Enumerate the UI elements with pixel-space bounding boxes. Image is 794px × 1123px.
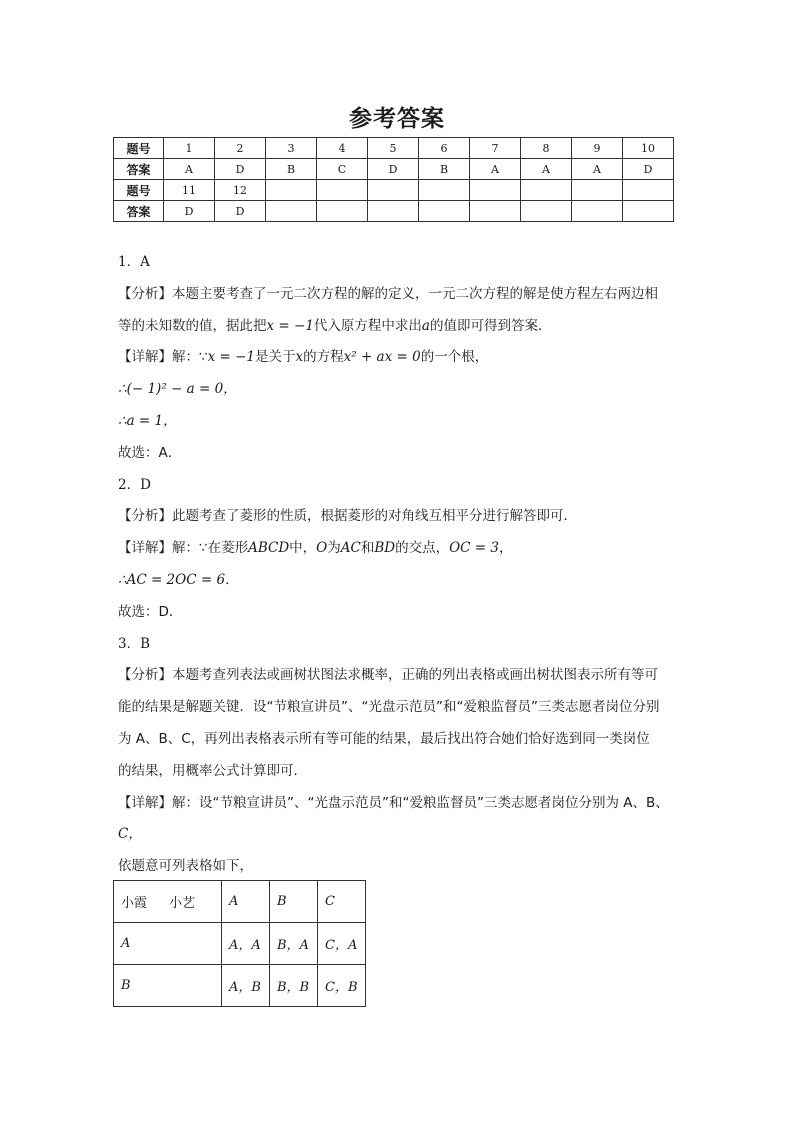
answer-table-cell	[572, 180, 623, 201]
prob-cell: B，B	[270, 965, 318, 1007]
answer-table-row	[114, 159, 674, 180]
answer-table-row	[114, 201, 674, 222]
answer-table-cell	[470, 180, 521, 201]
answer-table-header-cell: 题号	[114, 138, 164, 159]
answer-table-cell	[368, 201, 419, 222]
answer-table	[113, 137, 674, 222]
q3-analysis-2: 能的结果是解题关键．设“节粮宣讲员”、“光盘示范员”和“爱粮监督员”三类志愿者岗位分别	[118, 699, 660, 716]
answer-table-cell	[317, 180, 368, 201]
q1-step-1: ∴(− 1)² − a = 0，	[118, 381, 237, 398]
q1-conclusion: 故选：A．	[118, 444, 182, 461]
q2-heading: 2．D	[118, 476, 151, 493]
q3-analysis-3: 为 A、B、C，再列出表格表示所有等可能的结果，最后找出符合她们恰好选到同一类岗位	[118, 730, 650, 747]
answer-table-cell: C	[317, 159, 368, 180]
answer-table-cell: A	[470, 159, 521, 180]
answer-table-cell	[521, 201, 572, 222]
q2-step-1: ∴AC = 2OC = 6．	[118, 571, 239, 588]
answer-table-cell	[470, 201, 521, 222]
answer-table-header-cell: 题号	[114, 180, 164, 201]
q3-analysis-1: 【分析】本题考查列表法或画树状图法求概率，正确的列出表格或画出树状图表示所有等可	[118, 667, 658, 684]
page-title: 参考答案	[349, 106, 445, 132]
q3-detail-1: 【详解】解：设“节粮宣讲员”、“光盘示范员”和“爱粮监督员”三类志愿者岗位分别为 A、B、	[118, 794, 669, 811]
prob-header-row	[114, 881, 366, 923]
q3-heading: 3．B	[118, 635, 151, 652]
q1-detail: 【详解】解：∵x = −1是关于x的方程x² + ax = 0的一个根，	[118, 349, 489, 366]
q2-detail: 【详解】解：∵在菱形ABCD中，O为AC和BD的交点，OC = 3，	[118, 540, 513, 557]
prob-corner-cell: 小霞 小艺	[114, 881, 222, 923]
answer-table-cell: 5	[368, 138, 419, 159]
answer-table-cell: 3	[266, 138, 317, 159]
answer-table-cell: D	[164, 201, 215, 222]
answer-table-cell	[419, 201, 470, 222]
answer-table-cell: B	[266, 159, 317, 180]
prob-col-header: B	[270, 881, 318, 923]
prob-col-header: C	[318, 881, 366, 923]
answer-table-cell	[623, 201, 674, 222]
prob-row	[114, 965, 366, 1007]
prob-cell: A，B	[222, 965, 270, 1007]
answer-table-cell: A	[521, 159, 572, 180]
answer-table-cell	[266, 201, 317, 222]
q3-intro: 依题意可列表格如下，	[118, 858, 253, 875]
prob-row-label: A	[114, 923, 222, 965]
prob-col-header: A	[222, 881, 270, 923]
answer-table-row	[114, 138, 674, 159]
answer-table-cell: 10	[623, 138, 674, 159]
prob-row	[114, 923, 366, 965]
answer-table-cell: 6	[419, 138, 470, 159]
q2-analysis: 【分析】此题考查了菱形的性质，根据菱形的对角线互相平分进行解答即可．	[118, 508, 577, 525]
answer-table-cell: 2	[215, 138, 266, 159]
q1-step-2: ∴a = 1，	[118, 412, 177, 429]
answer-table-cell: D	[215, 159, 266, 180]
q3-detail-2: C，	[118, 826, 142, 843]
answer-table-cell: 7	[470, 138, 521, 159]
q1-analysis-1: 【分析】本题主要考查了一元二次方程的解的定义，一元二次方程的解是使方程左右两边相	[118, 285, 658, 302]
solutions	[118, 250, 688, 886]
answer-table-cell: A	[164, 159, 215, 180]
answer-table-cell	[521, 180, 572, 201]
answer-table-header-cell: 答案	[114, 159, 164, 180]
answer-table-row	[114, 180, 674, 201]
answer-table-cell	[266, 180, 317, 201]
answer-table-cell: D	[215, 201, 266, 222]
q1-analysis-2: 等的未知数的值，据此把x = −1代入原方程中求出a的值即可得到答案．	[118, 317, 552, 334]
prob-cell: C，B	[318, 965, 366, 1007]
answer-table-cell: D	[368, 159, 419, 180]
answer-table-cell: B	[419, 159, 470, 180]
prob-cell: C，A	[318, 923, 366, 965]
prob-cell: B，A	[270, 923, 318, 965]
q2-conclusion: 故选：D．	[118, 603, 183, 620]
answer-table-cell: 8	[521, 138, 572, 159]
prob-cell: A，A	[222, 923, 270, 965]
answer-table-cell	[572, 201, 623, 222]
answer-table-cell: 1	[164, 138, 215, 159]
answer-table-cell: 12	[215, 180, 266, 201]
answer-table-cell: D	[623, 159, 674, 180]
answer-table-cell: A	[572, 159, 623, 180]
answer-table-cell: 9	[572, 138, 623, 159]
answer-table-cell: 4	[317, 138, 368, 159]
answer-table-cell: 11	[164, 180, 215, 201]
answer-table-cell	[623, 180, 674, 201]
answer-table-cell	[368, 180, 419, 201]
probability-table	[113, 880, 366, 1007]
q3-analysis-4: 的结果，用概率公式计算即可．	[118, 762, 307, 779]
answer-table-header-cell: 答案	[114, 201, 164, 222]
answer-table-cell	[317, 201, 368, 222]
answer-table-cell	[419, 180, 470, 201]
prob-row-label: B	[114, 965, 222, 1007]
q1-heading: 1．A	[118, 254, 150, 270]
